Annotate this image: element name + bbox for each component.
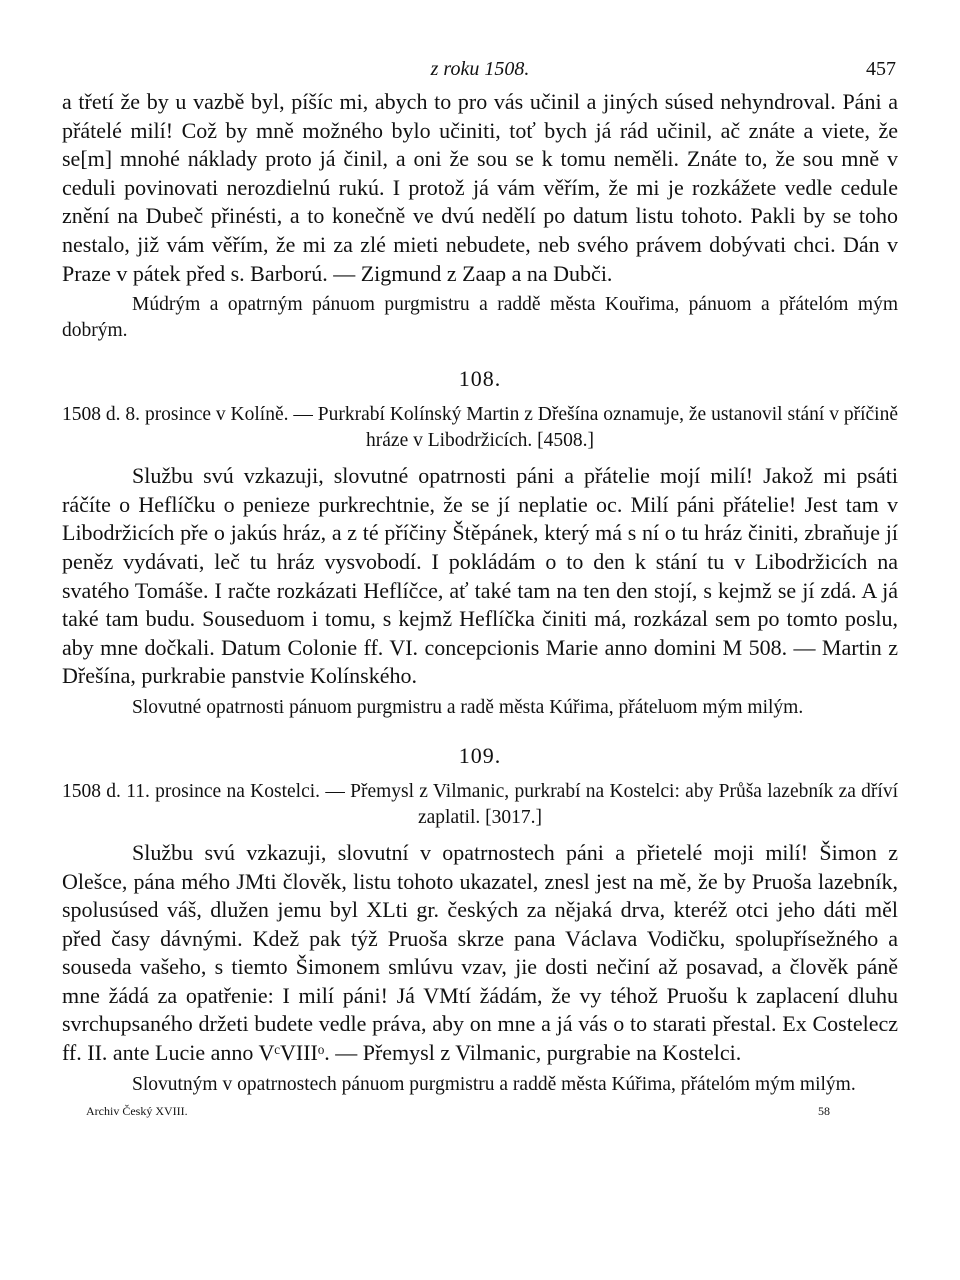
- page-footer: [62, 1104, 898, 1124]
- document-109-regest: 1508 d. 11. prosince na Kostelci. — Přemysl z Vilmanic, purkrabí na Kostelci: aby Průša lazebník za dříví zaplatil. [3017.]: [62, 780, 898, 828]
- document-109-address: Slovutným v opatrnostech pánuom purgmistru a raddě města Kúřima, přátelóm mým milým.: [132, 1073, 856, 1095]
- document-108-address: Slovutné opatrnosti pánuom purgmistru a radě města Kúřima, přáteluom mým milým.: [132, 696, 804, 718]
- continuation-address: Múdrým a opatrným pánuom purgmistru a raddě města Kouřima, pánuom a přátelóm mým dobrým.: [62, 294, 898, 342]
- printer-signature: Archiv Český XVIII.: [86, 1103, 188, 1118]
- document-109-text: Službu svú vzkazuji, slovutní v opatrnostech páni a přietelé moji milí! Šimon z Olešce, pána mého JMti člověk, listu tohoto ukazatel, znesl jest na mě, že by Pruoša lazebník, spolusúsed váš, dlužen jemu byl XLti gr. českých za nějaká drva, kteréž otci jeho dáti měl před časy dávnými. Kdež pak týž Pruoša skrze pana Václava Vodičku, spolupřísežného a souseda vašeho, s tiemto Šimonem smlúvu vzav, jie dosti nečiní až posavad, a člověk páně mne žádá za opatřenie: I milí páni! Já VMtí žádám, že vy téhož Pruošu k zaplacení dluhu svrchupsaného držeti budete vedle práva, aby on mne a já vás o to starati přestal. Ex Costelecz ff. II. ante Lucie anno VᶜVIIIᵒ. — Přemysl z Vilmanic, purgrabie na Kostelci.: [62, 839, 898, 1066]
- page-number: 457: [866, 58, 896, 80]
- sheet-number: 58: [818, 1103, 830, 1118]
- document-number-109: 109.: [458, 742, 502, 768]
- document-108-regest: 1508 d. 8. prosince v Kolíně. — Purkrabí Kolínský Martin z Dřešína oznamuje, že ustanovil stání v příčině hráze v Libodržicích. [4508.]: [62, 404, 898, 452]
- document-number-108: 108.: [458, 366, 502, 392]
- running-title-year: 1508.: [484, 58, 530, 80]
- book-page: [62, 58, 898, 1124]
- document-108-text: Službu svú vzkazuji, slovutné opatrnosti páni a přátelie mojí milí! Jakož mi psáti ráčíte o Heflíčku o penieze purkrechtnie, že se jí neplatie oc. Milí páni přátelie! Jest tam v Libodržicích pře o jakús hráz, a z té příčiny Štěpánek, který má s ní o tu hráz činiti, zbraňuje jí peněz vydávati, leč tu hráz vysvobodí. I pokládám o to den k stání tu v Libodržicích na svatého Tomáše. I račte rozkázati Heflíčce, ať také tam na ten den stojí, s kejmž se jí zdá. A já také tam budu. Souseduom i tomu, s kejmž Heflíčka činiti má, rozkázal sem po tomto poslu, aby mne dočkali. Datum Colonie ff. VI. concepcionis Marie anno domini M 508. — Martin z Dřešína, purkrabie panstvie Kolínského.: [62, 463, 898, 689]
- continuation-text: a třetí že by u vazbě byl, píšíc mi, abych to pro vás učinil a jiných súsed nehyndroval. Páni a přátelé milí! Což by mně možného bylo učiniti, toť bych já rád učinil, ač znáte a viete, že se[m] mnohé náklady proto já činil, a oni že sou se k tomu neměli. Znáte to, že sou mně v ceduli povinovati nerozdielnú rukú. I protož já vám věřím, že mi je rozkážete vedle cedule znění na Dubeč přinésti, a to konečně ve dvú nedělí po datum listu tohoto. Pakli by se toho nestalo, již vám věřím, že mi za zlé mieti nebudete, neb svého právem dobývati chci. Dán v Praze v pátek před s. Barború. — Zigmund z Zaap a na Dubči.: [62, 89, 898, 286]
- running-title-prefix: z roku: [430, 58, 480, 80]
- page-header: [62, 58, 898, 88]
- running-title: [62, 58, 898, 81]
